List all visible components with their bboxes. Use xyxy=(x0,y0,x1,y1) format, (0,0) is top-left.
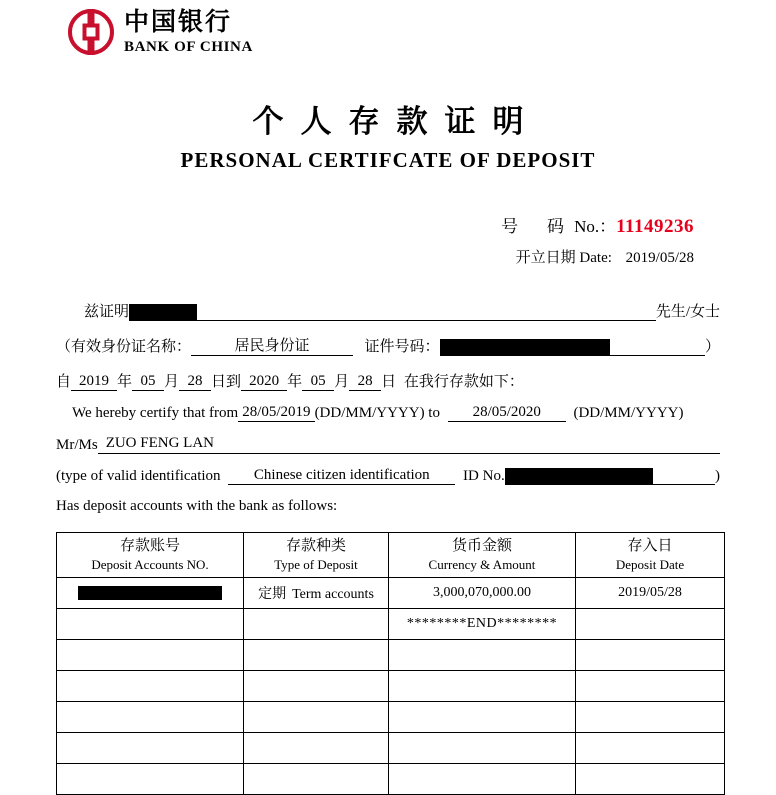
id-type-label-cn: （有效身份证名称： xyxy=(56,339,192,355)
cell-account xyxy=(57,702,244,733)
issue-date-label-en: Date: xyxy=(579,250,612,266)
cell-amount-end-marker: ********END******** xyxy=(389,609,576,640)
table-row xyxy=(57,764,725,795)
cell-date xyxy=(576,671,725,702)
certify-line-cn xyxy=(84,300,720,321)
column-header-type-cn: 存款种类 xyxy=(285,538,346,555)
issue-date-line xyxy=(516,246,694,267)
table-row xyxy=(57,671,725,702)
cell-amount xyxy=(389,733,576,764)
table-row xyxy=(57,640,725,671)
date-format-1: (DD/MM/YYYY) to xyxy=(314,405,440,422)
certificate-number-label-cn: 号 码 xyxy=(501,217,571,236)
table-row xyxy=(57,733,725,764)
cell-account xyxy=(57,764,244,795)
bank-name-en: BANK OF CHINA xyxy=(124,38,253,55)
id-line-en xyxy=(56,467,720,485)
document-title-en: PERSONAL CERTIFCATE OF DEPOSIT xyxy=(180,148,596,172)
column-header-account xyxy=(57,533,244,578)
deposit-intro-text: Has deposit accounts with the bank as follows: xyxy=(56,497,338,514)
id-number-rule-cn xyxy=(610,338,705,356)
period-to-day: 28 xyxy=(349,373,381,391)
cell-account xyxy=(57,578,244,609)
period-to-month: 05 xyxy=(302,373,334,391)
id-type-value-en: Chinese citizen identification xyxy=(228,467,455,485)
cell-amount: 3,000,070,000.00 xyxy=(389,578,576,609)
cell-amount xyxy=(389,764,576,795)
cell-amount xyxy=(389,671,576,702)
certify-prefix-en: We hereby certify that from xyxy=(72,405,239,422)
id-type-label-en: (type of valid identification xyxy=(56,467,221,484)
certify-suffix-cn: 先生/女士 xyxy=(655,304,720,320)
issue-date-value: 2019/05/28 xyxy=(625,250,694,266)
cell-type-cn: 定期 xyxy=(258,587,287,602)
cell-date xyxy=(576,733,725,764)
id-number-label-cn: 证件号码： xyxy=(364,339,440,355)
cell-date xyxy=(576,640,725,671)
day-unit-to: 日到 xyxy=(211,374,242,390)
period-from-month: 05 xyxy=(132,373,164,391)
period-line-cn xyxy=(56,370,720,391)
bank-of-china-logo-icon xyxy=(68,9,114,55)
deposit-accounts-table xyxy=(56,532,725,795)
deposit-intro-en xyxy=(56,498,720,515)
table-row xyxy=(57,702,725,733)
cell-type-en: Term accounts xyxy=(292,587,374,602)
cell-amount xyxy=(389,640,576,671)
cell-account xyxy=(57,609,244,640)
cell-date: 2019/05/28 xyxy=(576,578,725,609)
period-to-date-en: 28/05/2020 xyxy=(448,404,566,422)
cell-date xyxy=(576,702,725,733)
period-tail-cn: 在我行存款如下： xyxy=(403,374,524,390)
month-unit-2: 月 xyxy=(334,374,350,390)
id-number-rule-en xyxy=(653,467,715,485)
certificate-number-value: 11149236 xyxy=(616,216,694,237)
certify-name-rule xyxy=(197,303,656,321)
period-from-day: 28 xyxy=(179,373,211,391)
cell-type xyxy=(244,578,389,609)
cell-type xyxy=(244,702,389,733)
id-number-redaction-en xyxy=(505,468,653,485)
certificate-number-line xyxy=(501,212,694,238)
cell-type xyxy=(244,609,389,640)
certificate-number-label-en: No.： xyxy=(574,217,617,236)
document-title-cn: 个人存款证明 xyxy=(252,104,541,140)
id-type-value-cn: 居民身份证 xyxy=(191,338,353,356)
table-row xyxy=(57,609,725,640)
id-close-paren-en: ) xyxy=(715,467,720,484)
date-format-2: (DD/MM/YYYY) xyxy=(573,405,684,422)
column-header-account-en: Deposit Accounts NO. xyxy=(91,557,209,573)
column-header-account-cn: 存款账号 xyxy=(119,538,180,555)
cell-date xyxy=(576,609,725,640)
id-close-paren-cn: ） xyxy=(704,339,720,355)
table-row xyxy=(57,578,725,609)
cell-amount xyxy=(389,702,576,733)
mr-ms-label: Mr/Ms xyxy=(56,436,98,453)
certificate-body xyxy=(56,300,720,515)
cell-type xyxy=(244,733,389,764)
bank-name-block xyxy=(124,8,253,56)
year-unit-2: 年 xyxy=(287,374,303,390)
name-line-en xyxy=(56,435,720,453)
cell-type xyxy=(244,764,389,795)
issue-date-label-cn: 开立日期 xyxy=(515,250,576,266)
column-header-amount-en: Currency & Amount xyxy=(428,557,536,573)
customer-name-en: ZUO FENG LAN xyxy=(98,435,720,453)
account-number-redaction xyxy=(78,586,222,600)
bank-name-cn: 中国银行 xyxy=(124,7,233,36)
column-header-amount-cn: 货币金额 xyxy=(451,538,512,555)
column-header-type xyxy=(244,533,389,578)
cell-date xyxy=(576,764,725,795)
id-line-cn xyxy=(56,335,720,356)
column-header-type-en: Type of Deposit xyxy=(274,557,358,573)
cell-type xyxy=(244,671,389,702)
column-header-date-en: Deposit Date xyxy=(615,557,685,573)
period-from-year: 2019 xyxy=(71,373,117,391)
bank-header xyxy=(68,8,253,56)
cell-type xyxy=(244,640,389,671)
column-header-date xyxy=(576,533,725,578)
cell-account xyxy=(57,733,244,764)
customer-name-redaction-cn xyxy=(129,304,197,321)
column-header-date-cn: 存入日 xyxy=(627,538,673,555)
id-number-redaction-cn xyxy=(440,339,610,356)
period-from-label-cn: 自 xyxy=(56,374,72,390)
day-unit-2: 日 xyxy=(381,374,397,390)
period-to-year: 2020 xyxy=(241,373,287,391)
certify-line-en xyxy=(72,404,720,422)
table-header-row xyxy=(57,533,725,578)
id-number-label-en: ID No. xyxy=(463,467,505,484)
column-header-amount xyxy=(389,533,576,578)
year-unit-1: 年 xyxy=(117,374,133,390)
month-unit-1: 月 xyxy=(164,374,180,390)
cell-account xyxy=(57,671,244,702)
cell-account xyxy=(57,640,244,671)
period-from-date-en: 28/05/2019 xyxy=(238,404,314,422)
certify-prefix-cn: 兹证明 xyxy=(84,304,130,320)
